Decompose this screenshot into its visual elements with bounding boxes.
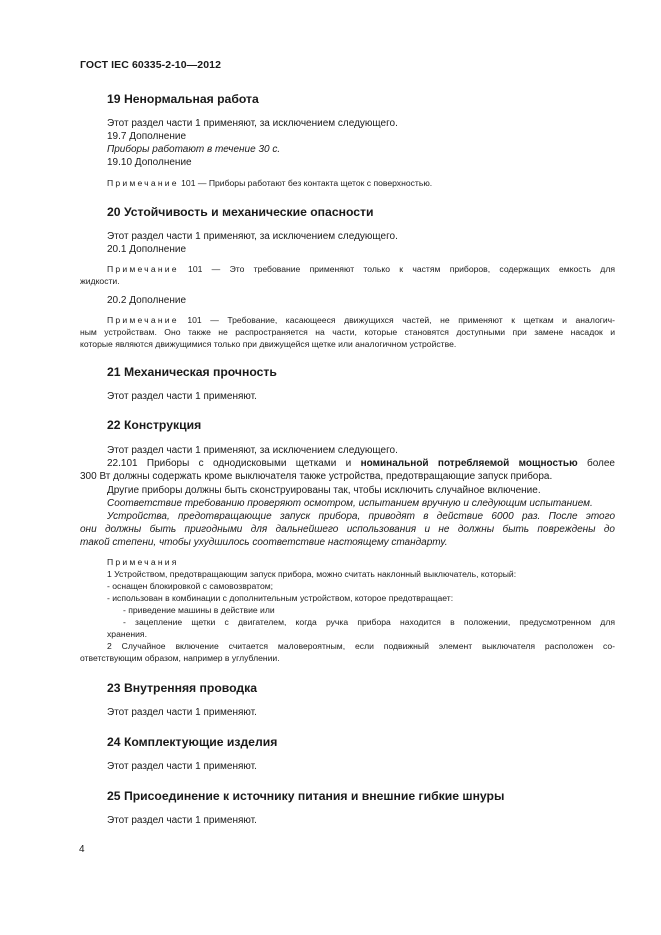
note-text: 101 — Это требование применяют только к частям приборов, содержащих емкость для xyxy=(188,264,615,274)
s22-clause-22-101-line2: 300 Вт должны содержать кроме выключателя также устройства, предотвращающие запуск прибора. xyxy=(80,471,553,482)
section-22-title: 22 Конструкция xyxy=(107,418,202,432)
note-label: Примечание xyxy=(107,178,179,188)
section-19-title: 19 Ненормальная работа xyxy=(107,92,259,106)
note-text: 101 — Приборы работают без контакта щеток с поверхностью. xyxy=(181,178,433,188)
s20-note2-line2: ным устройствам. Оно также не распространяется на части, которые становятся доступными при замене насадок и xyxy=(80,327,615,337)
document-header: ГОСТ IEC 60335-2-10—2012 xyxy=(80,59,222,71)
s22-test-line2: они должны быть пригодными для дальнейшего использования и не должны быть повреждены до xyxy=(80,524,615,535)
s22-compliance-check: Соответствие требованию проверяют осмотром, испытанием вручную и следующим испытанием. xyxy=(107,498,593,509)
s21-paragraph: Этот раздел части 1 применяют. xyxy=(107,391,257,402)
s19-note xyxy=(107,177,432,190)
s19-clause-19-10: 19.10 Дополнение xyxy=(107,157,192,168)
s20-note1-line2: жидкости. xyxy=(80,276,120,286)
s19-paragraph: Этот раздел части 1 применяют, за исключением следующего. xyxy=(107,118,398,129)
s22-note1: 1 Устройством, предотвращающим запуск прибора, можно считать наклонный выключатель, который: xyxy=(107,569,517,579)
page-number: 4 xyxy=(79,844,85,855)
s22-paragraph: Этот раздел части 1 применяют, за исключением следующего. xyxy=(107,445,398,456)
s20-clause-20-1: 20.1 Дополнение xyxy=(107,244,187,255)
s24-paragraph: Этот раздел части 1 применяют. xyxy=(107,761,257,772)
section-21-title: 21 Механическая прочность xyxy=(107,365,277,379)
section-25-title: 25 Присоединение к источнику питания и внешние гибкие шнуры xyxy=(107,789,505,803)
section-24-title: 24 Комплектующие изделия xyxy=(107,735,278,749)
s22-note2-line1: 2 Случайное включение считается маловероятным, если подвижный элемент выключателя расположен со- xyxy=(107,641,615,651)
note-label: Примечание xyxy=(107,264,179,274)
clause-text-end: более xyxy=(586,458,615,469)
s22-test-line3: такой степени, чтобы ухудшилось соответствие настоящему стандарту. xyxy=(80,537,448,548)
section-20-title: 20 Устойчивость и механические опасности xyxy=(107,205,374,219)
s20-note2-line3: которые являются движущимися только при движущейся щетке или аналогичном устройстве. xyxy=(80,339,457,349)
s22-note1-item-b: - использован в комбинации с дополнительным устройством, которое предотвращает: xyxy=(107,593,454,603)
s22-note1-subitem-2: - зацепление щетки с двигателем, когда ручка прибора находится в положении, предусмотренном для xyxy=(123,617,615,627)
note-text: 101 — Требование, касающееся движущихся частей, не применяют к щеткам и аналогич- xyxy=(187,315,615,325)
s25-paragraph: Этот раздел части 1 применяют. xyxy=(107,815,257,826)
s19-clause-19-7: 19.7 Дополнение xyxy=(107,131,187,142)
s20-clause-20-2: 20.2 Дополнение xyxy=(107,295,187,306)
s22-note2-line2: ответствующим образом, например в углублении. xyxy=(80,653,280,663)
s22-note1-item-a: - оснащен блокировкой с самовозвратом; xyxy=(107,581,274,591)
clause-text: 22.101 Приборы с однодисковыми щетками и xyxy=(107,458,352,469)
s22-other-appliances: Другие приборы должны быть сконструированы так, чтобы исключить случайное включение. xyxy=(107,485,541,496)
s22-note1-subitem-1: - приведение машины в действие или xyxy=(123,605,275,615)
s23-paragraph: Этот раздел части 1 применяют. xyxy=(107,707,257,718)
s22-notes-label: Примечания xyxy=(107,557,179,567)
s22-test-line1: Устройства, предотвращающие запуск прибора, приводят в действие 6000 раз. После этого xyxy=(107,511,615,522)
s20-paragraph: Этот раздел части 1 применяют, за исключением следующего. xyxy=(107,231,398,242)
defined-term: номинальной потребляемой мощностью xyxy=(360,458,578,469)
s22-clause-22-101-line1 xyxy=(107,457,615,470)
s19-requirement: Приборы работают в течение 30 с. xyxy=(107,144,281,155)
s20-note1-line1 xyxy=(107,263,615,276)
section-23-title: 23 Внутренняя проводка xyxy=(107,681,258,695)
note-label: Примечание xyxy=(107,315,179,325)
s22-note1-subitem-2-cont: хранения. xyxy=(107,629,147,639)
